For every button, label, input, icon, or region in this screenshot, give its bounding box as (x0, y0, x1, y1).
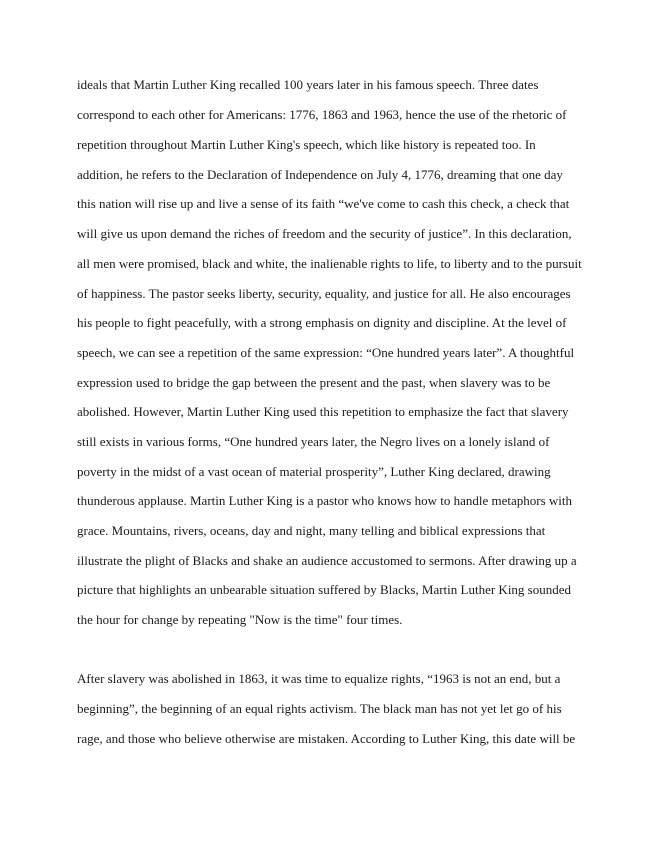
paragraph-line: beginning”, the beginning of an equal rights activism. The black man has not yet let go of his (77, 701, 562, 716)
paragraph-line: ideals that Martin Luther King recalled 100 years later in his famous speech. Three dates (77, 77, 539, 92)
paragraph-line: repetition throughout Martin Luther King's speech, which like history is repeated too. In (77, 137, 536, 152)
paragraph-line: picture that highlights an unbearable situation suffered by Blacks, Martin Luther King sounded (77, 582, 572, 597)
paragraph-line: correspond to each other for Americans: 1776, 1863 and 1963, hence the use of the rhetoric of (77, 107, 567, 122)
paragraph-line: poverty in the midst of a vast ocean of material prosperity”, Luther King declared, drawing (77, 464, 551, 479)
paragraph-line: addition, he refers to the Declaration of Independence on July 4, 1776, dreaming that one day (77, 167, 563, 182)
paragraph-line: will give us upon demand the riches of freedom and the security of justice”. In this declaration, (77, 226, 572, 241)
paragraph-line: After slavery was abolished in 1863, it was time to equalize rights, “1963 is not an end, but a (77, 671, 561, 686)
paragraph-line: thunderous applause. Martin Luther King is a pastor who knows how to handle metaphors with (77, 493, 572, 508)
paragraph-line: this nation will rise up and live a sense of its faith “we've come to cash this check, a check that (77, 196, 570, 211)
paragraph-line: rage, and those who believe otherwise are mistaken. According to Luther King, this date will be (77, 731, 576, 746)
paragraph-line: speech, we can see a repetition of the same expression: “One hundred years later”. A thoughtful (77, 345, 575, 360)
paragraph-line: his people to fight peacefully, with a strong emphasis on dignity and discipline. At the level of (77, 315, 567, 330)
paragraph-line: the hour for change by repeating "Now is the time" four times. (77, 612, 403, 627)
paragraph-line: illustrate the plight of Blacks and shake an audience accustomed to sermons. After drawing up a (77, 553, 577, 568)
paragraph-line: expression used to bridge the gap between the present and the past, when slavery was to be (77, 375, 551, 390)
paragraph-line: of happiness. The pastor seeks liberty, security, equality, and justice for all. He also encourages (77, 286, 571, 301)
paragraph-line: grace. Mountains, rivers, oceans, day and night, many telling and biblical expressions that (77, 523, 546, 538)
paragraph-line: still exists in various forms, “One hundred years later, the Negro lives on a lonely island of (77, 434, 550, 449)
paragraph-line: abolished. However, Martin Luther King used this repetition to emphasize the fact that slavery (77, 404, 569, 419)
paragraph-line: all men were promised, black and white, the inalienable rights to life, to liberty and to the pursuit (77, 256, 582, 271)
